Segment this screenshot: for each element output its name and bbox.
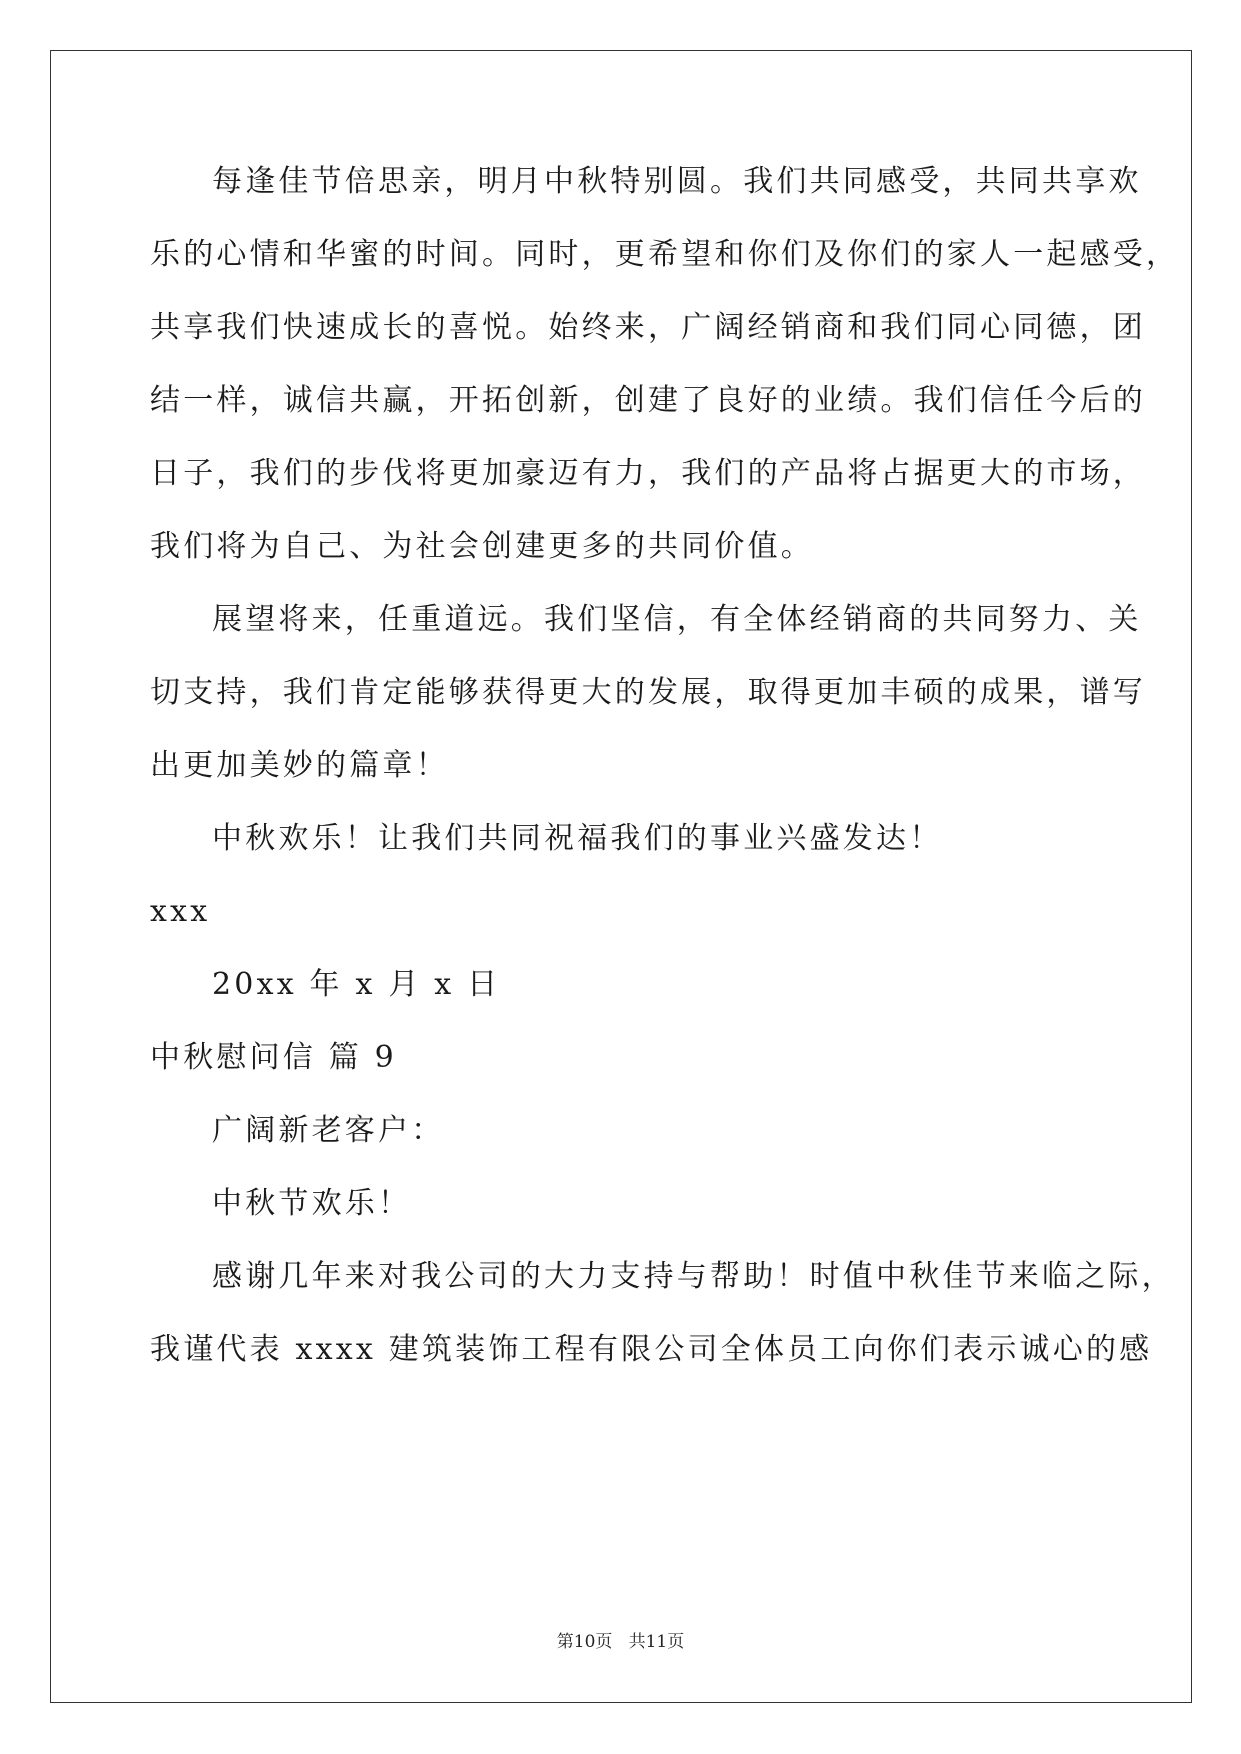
page-footer (0, 1630, 1241, 1654)
salutation: 广阔新老客户： (212, 1113, 445, 1148)
paragraph-1-line-3: 共享我们快速成长的喜悦。始终来，广阔经销商和我们同心同德，团 (150, 310, 1146, 345)
paragraph-1-line-1: 每逢佳节倍思亲，明月中秋特别圆。我们共同感受，共同共享欢 (212, 164, 1142, 199)
paragraph-3-line-2: 我谨代表 xxxx 建筑装饰工程有限公司全体员工向你们表示诚心的感 (150, 1332, 1153, 1367)
paragraph-2-line-2: 切支持，我们肯定能够获得更大的发展，取得更加丰硕的成果，谱写 (150, 675, 1146, 710)
closing-wish: 中秋欢乐！让我们共同祝福我们的事业兴盛发达！ (212, 821, 943, 856)
current-page-label: 第10页 (556, 1632, 613, 1652)
paragraph-2-line-3: 出更加美妙的篇章！ (150, 748, 449, 783)
total-pages-label: 共11页 (628, 1632, 685, 1652)
section-heading: 中秋慰问信 篇 9 (150, 1040, 397, 1075)
paragraph-3-line-1: 感谢几年来对我公司的大力支持与帮助！时值中秋佳节来临之际， (212, 1259, 1175, 1294)
paragraph-2-line-1: 展望将来，任重道远。我们坚信，有全体经销商的共同努力、关 (212, 602, 1142, 637)
page-border (50, 50, 1192, 1703)
paragraph-1-line-6: 我们将为自己、为社会创建更多的共同价值。 (150, 529, 814, 564)
signature: xxx (150, 894, 211, 929)
paragraph-1-line-4: 结一样，诚信共赢，开拓创新，创建了良好的业绩。我们信任今后的 (150, 383, 1146, 418)
letter-date: 20xx 年 x 月 x 日 (212, 967, 501, 1002)
paragraph-1-line-5: 日子，我们的步伐将更加豪迈有力，我们的产品将占据更大的市场， (150, 456, 1146, 491)
greeting: 中秋节欢乐！ (212, 1186, 412, 1221)
paragraph-1-line-2: 乐的心情和华蜜的时间。同时，更希望和你们及你们的家人一起感受， (150, 237, 1180, 272)
